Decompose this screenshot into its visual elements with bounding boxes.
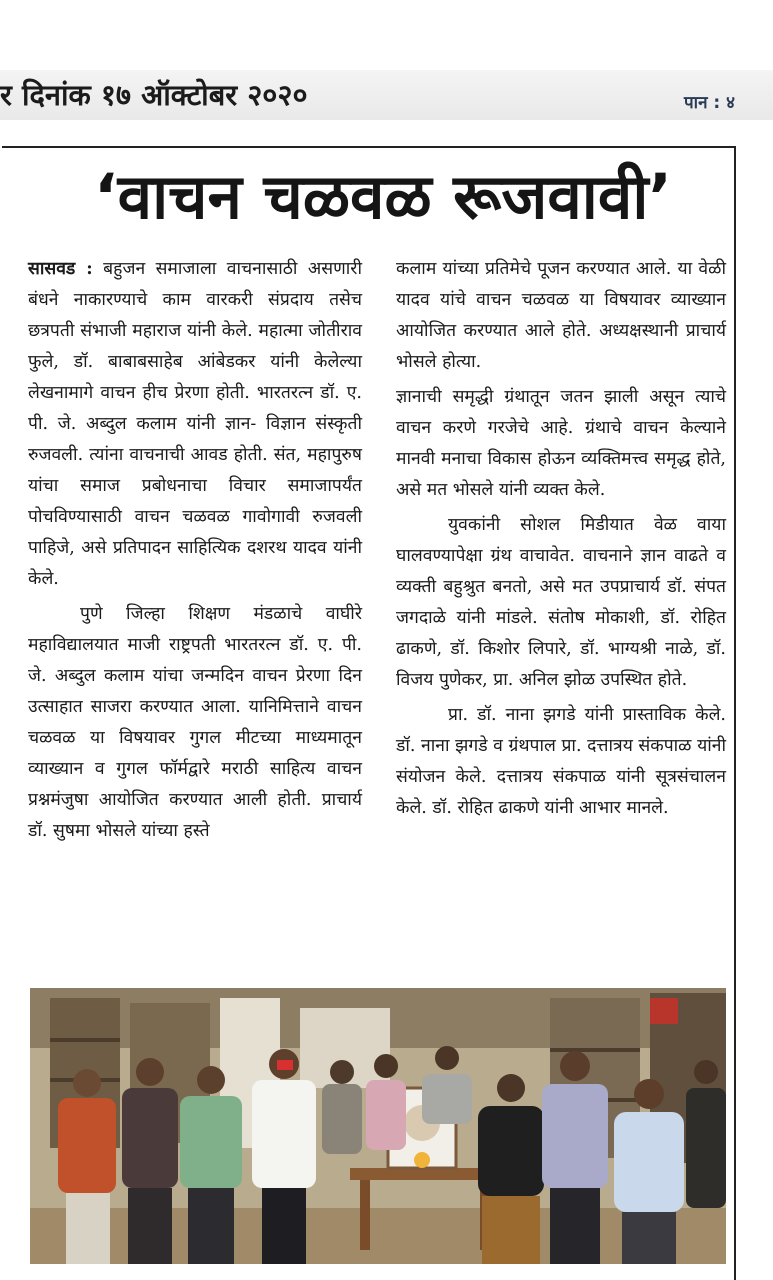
article-paragraph: कलाम यांच्या प्रतिमेचे पूजन करण्यात आले. या वेळी यादव यांचे वाचन चळवळ या विषयावर व्याख्यान आयोजित करण्यात आले होते. अध्यक्षस्थानी प्राचार्य भोसले होत्या. bbox=[396, 259, 726, 372]
issue-date-line: र दिनांक १७ ऑक्टोबर २०२० bbox=[0, 78, 308, 112]
article-column-left bbox=[28, 254, 362, 847]
article-paragraph: प्रा. डॉ. नाना झगडे यांनी प्रास्ताविक केले. डॉ. नाना झगडे व ग्रंथपाल प्रा. दत्तात्रय संकपाळ यांनी संयोजन केले. दत्तात्रय संकपाळ यांनी सूत्रसंचालन केले. डॉ. रोहित ढाकणे यांनी आभार मानले. bbox=[396, 705, 726, 818]
article-paragraph bbox=[28, 254, 362, 595]
paragraph-text: बहुजन समाजाला वाचनासाठी असणारी बंधने नाकारण्याचे काम वारकरी संप्रदाय तसेच छत्रपती संभाजी महाराज यांनी केले. महात्मा जोतीराव फुले, डॉ. बाबाबसाहेब आंबेडकर यांनी केलेल्या लेखनामागे वाचन हीच प्रेरणा होती. भारतरत्न डॉ. ए. पी. जे. अब्दुल कलाम यांनी ज्ञान- विज्ञान संस्कृती रुजवली. त्यांना वाचनाची आवड होती. संत, महापुरुष यांचा समाज प्रबोधनाचा विचार समाजापर्यंत पोचविण्यासाठी वाचन चळवळ गावोगावी रुजवली पाहिजे, असे प्रतिपादन साहित्यिक दशरथ यादव यांनी केले. bbox=[28, 259, 363, 589]
article-paragraph: पुणे जिल्हा शिक्षण मंडळाचे वाघीरे महाविद्यालयात माजी राष्ट्रपती भारतरत्न डॉ. ए. पी. जे. अब्दुल कलाम यांचा जन्मदिन वाचन प्रेरणा दिन उत्साहात साजरा करण्यात आला. यानिमित्ताने वाचन चळवळ या विषयावर गुगल मीटच्या माध्यमातून व्याख्यान व गुगल फॉर्मद्वारे मराठी साहित्य वाचन प्रश्नमंजुषा आयोजित करण्यात आली होती. प्राचार्य डॉ. सुषमा भोसले यांच्या हस्ते bbox=[28, 604, 362, 841]
event-photo bbox=[30, 988, 726, 1264]
article-dateline: सासवड : bbox=[28, 259, 93, 279]
article-headline: ‘वाचन चळवळ रूजवावी’ bbox=[94, 160, 672, 233]
page-number: पान : ४ bbox=[684, 93, 735, 113]
article-paragraph: युवकांनी सोशल मिडीयात वेळ वाया घालवण्यापेक्षा ग्रंथ वाचावेत. वाचनाने ज्ञान वाढते व व्यक्ती बहुश्रुत बनतो, असे मत उपप्राचार्य डॉ. संपत जगदाळे यांनी मांडले. संतोष मोकाशी, डॉ. रोहित ढाकणे, डॉ. किशोर लिपारे, डॉ. भाग्यश्री नाळे, डॉ. विजय पुणेकर, प्रा. अनिल झोळ उपस्थित होते. bbox=[396, 515, 726, 690]
article-column-right bbox=[396, 254, 726, 824]
event-photo-illustration bbox=[30, 988, 726, 1264]
article-paragraph: ज्ञानाची समृद्धी ग्रंथातून जतन झाली असून त्याचे वाचन करणे गरजेचे आहे. ग्रंथाचे वाचन केल्याने मानवी मनाचा विकास होऊन व्यक्तिमत्त्व समृद्ध होते, असे मत भोसले यांनी व्यक्त केले. bbox=[396, 387, 726, 500]
